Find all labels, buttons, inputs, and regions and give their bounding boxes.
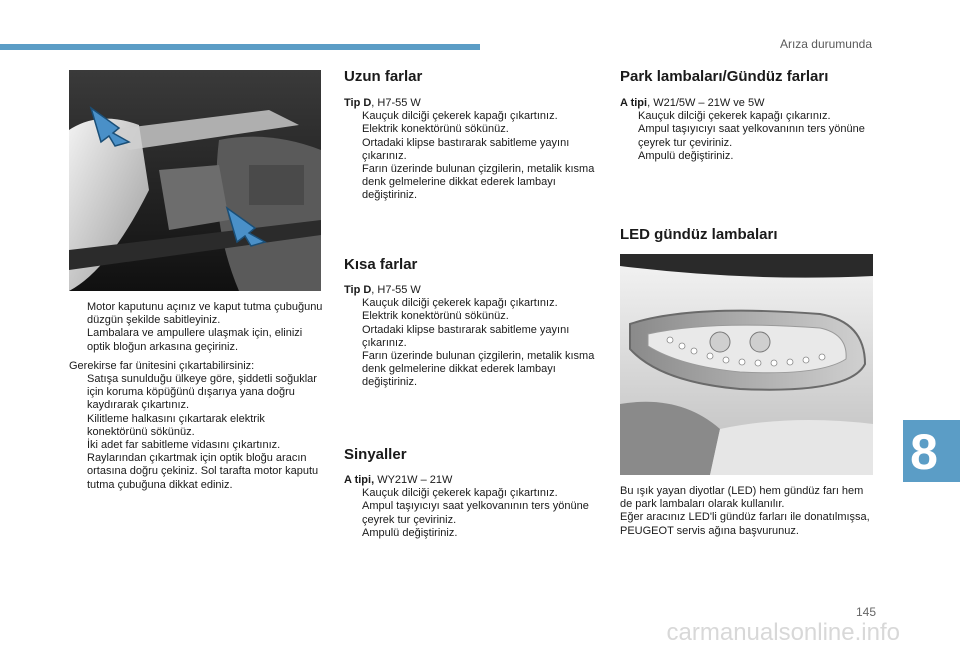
instruction-list — [69, 373, 324, 492]
list-item: Kauçuk dilciği çekerek kapağı çıkartınız. — [362, 487, 558, 500]
sinyaller-section: A tipi, WY21W – 21W Kauçuk dilciği çekerek kapağı çıkartınız. Ampul taşıyıcıyı saat yelkovanının ters yönüne çeyrek tur çeviriniz. Ampulü değiştiriniz. — [344, 474, 596, 540]
led-description: Bu ışık yayan diyotlar (LED) hem gündüz farı hem de park lambaları olarak kullanılır. Eğer aracınız LED'li gündüz farları ile donatılmışsa, PEUGEOT servis ağına başvurunuz. — [620, 485, 870, 537]
list-item: Kilitleme halkasını çıkartarak elektrik konektörünü sökünüz. — [87, 412, 265, 438]
list-item: Ampul taşıyıcıyı saat yelkovanının ters yönüne çeyrek tur çeviriniz. — [638, 123, 865, 149]
header-accent-bar — [0, 44, 480, 50]
park-lambalari-section: A tipi, W21/5W – 21W ve 5W Kauçuk dilciği çekerek kapağı çıkarınız. Ampul taşıyıcıyı saat yelkovanının ters yönüne çeyrek tur çeviriniz. Ampulü değiştiriniz. — [620, 97, 878, 163]
list-item: Farın üzerinde bulunan çizgilerin, metalik kısma denk gelmelerine dikkat ederek lambayı değiştiriniz. — [362, 350, 595, 389]
heading-park-lambalari: Park lambaları/Gündüz farları — [620, 68, 829, 85]
heading-sinyaller: Sinyaller — [344, 446, 407, 463]
watermark: carmanualsonline.info — [666, 619, 900, 646]
list-item: Motor kaputunu açınız ve kaput tutma çubuğunu düzgün şekilde sabitleyiniz. — [87, 301, 323, 327]
list-item: Elektrik konektörünü sökünüz. — [362, 310, 509, 323]
heading-kisa-farlar: Kısa farlar — [344, 256, 418, 273]
list-item: Elektrik konektörünü sökünüz. — [362, 123, 509, 136]
kisa-farlar-section: Tip D, H7-55 W Kauçuk dilciği çekerek kapağı çıkartınız. Elektrik konektörünü sökünüz. Ortadaki klipse bastırarak sabitleme yayını çıkarınız. Farın üzerinde bulunan çizgilerin, metalik kısma denk gelmelerine dikkat ederek lambayı değiştiriniz. — [344, 284, 595, 389]
left-column — [69, 301, 324, 492]
uzun-farlar-section: Tip D, H7-55 W Kauçuk dilciği çekerek kapağı çıkartınız. Elektrik konektörünü sökünüz. Ortadaki klipse bastırarak sabitleme yayını çıkarınız. Farın üzerinde bulunan çizgilerin, metalik kısma denk gelmelerine dikkat ederek lambayı değiştiriniz. — [344, 97, 595, 202]
list-item: Ortadaki klipse bastırarak sabitleme yayını çıkarınız. — [362, 323, 570, 349]
list-item: İki adet far sabitleme vidasını çıkartınız. — [87, 439, 281, 452]
instruction-list — [69, 301, 324, 354]
section-title: Arıza durumunda — [779, 37, 872, 51]
intro-text: Gerekirse far ünitesini çıkartabilirsiniz: — [69, 359, 255, 372]
page-number: 145 — [855, 605, 876, 619]
list-item: Ortadaki klipse bastırarak sabitleme yayını çıkarınız. — [362, 136, 570, 162]
list-item: Ampul taşıyıcıyı saat yelkovanının ters yönüne çeyrek tur çeviriniz. — [362, 500, 589, 526]
chapter-tab — [903, 420, 960, 482]
list-item: Raylarından çıkartmak için optik bloğu aracın ortasına doğru çekiniz. Sol tarafta motor kaputu tutma çubuğuna dikkat ediniz. — [87, 452, 319, 491]
list-item: Satışa sunulduğu ülkeye göre, şiddetli soğuklar için koruma köpüğünü dışarıya yana doğru kaydırarak çıkartınız. — [87, 373, 317, 412]
list-item: Kauçuk dilciği çekerek kapağı çıkartınız. — [362, 297, 558, 310]
list-item: Ampulü değiştiriniz. — [638, 149, 734, 162]
list-item: Kauçuk dilciği çekerek kapağı çıkartınız. — [362, 110, 558, 123]
led-headlamp-photo — [620, 254, 873, 475]
heading-uzun-farlar: Uzun farlar — [344, 68, 423, 85]
engine-bay-photo — [69, 70, 321, 291]
list-item: Lambalara ve ampullere ulaşmak için, elinizi optik bloğun arkasına geçiriniz. — [87, 327, 303, 353]
heading-led-gunduz: LED gündüz lambaları — [620, 226, 778, 243]
list-item: Farın üzerinde bulunan çizgilerin, metalik kısma denk gelmelerine dikkat ederek lambayı değiştiriniz. — [362, 163, 595, 202]
list-item: Ampulü değiştiriniz. — [362, 526, 458, 539]
list-item: Kauçuk dilciği çekerek kapağı çıkarınız. — [638, 110, 831, 123]
chapter-number: 8 — [910, 424, 938, 480]
